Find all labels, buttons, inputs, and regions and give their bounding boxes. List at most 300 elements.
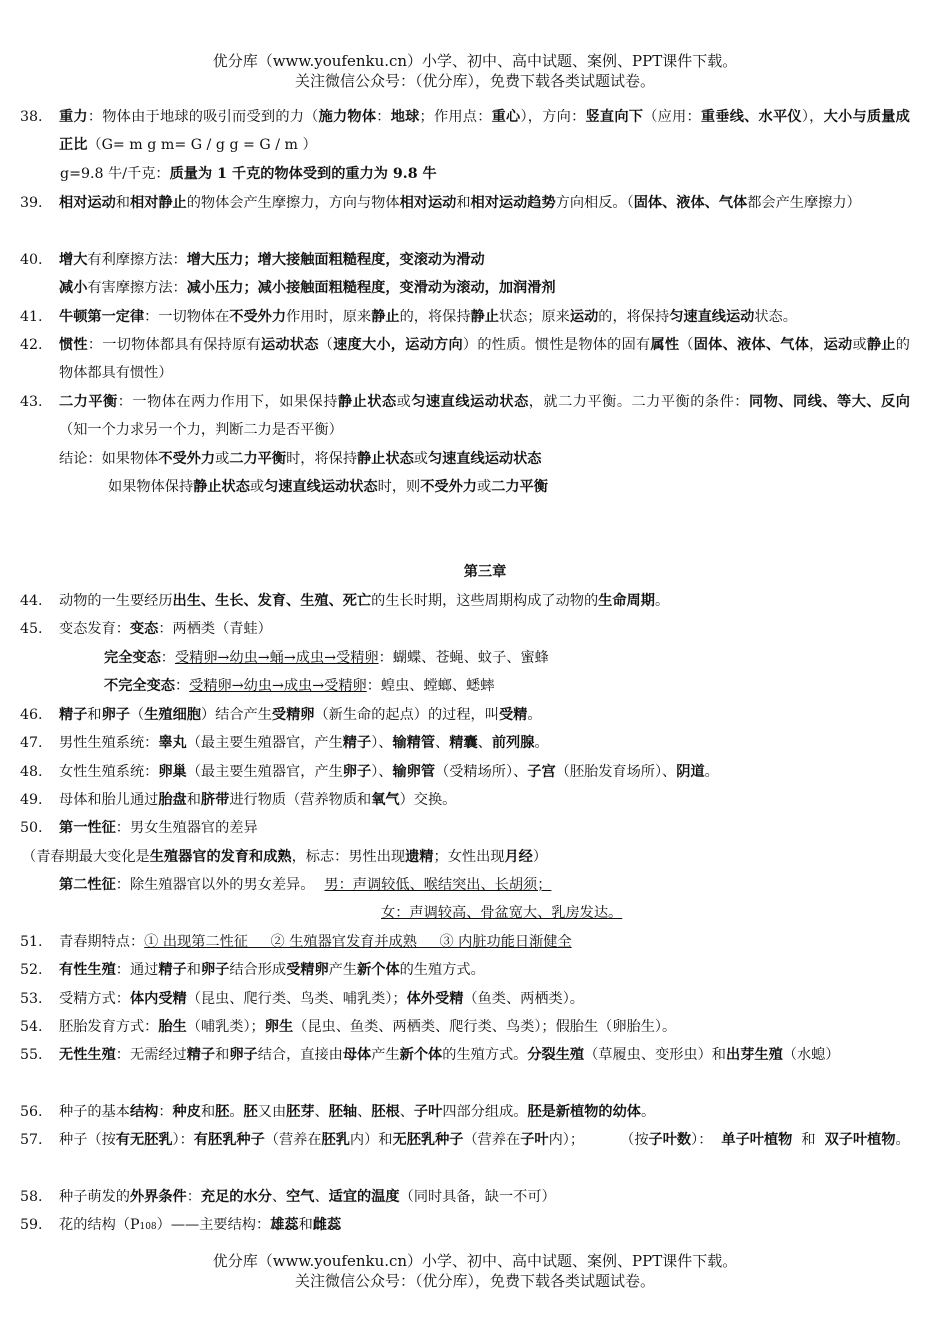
text-run: 胚根 — [371, 1104, 400, 1120]
text-run: 、 — [435, 735, 450, 751]
text-run: 精子 — [59, 707, 88, 723]
text-run: 种皮 — [172, 1104, 201, 1120]
text-run: 不完全变态 — [104, 678, 175, 694]
text-run: 受精 — [498, 707, 528, 723]
text-run: 重垂线、水平仪 — [700, 109, 802, 125]
item-57 — [20, 1126, 910, 1154]
text-run: 结合形成 — [229, 962, 287, 978]
text-run: 重心 — [491, 109, 521, 125]
item-number: 47. — [20, 735, 43, 751]
text-run: （最主要生殖器官，产生 — [186, 764, 343, 780]
item-39 — [20, 189, 910, 217]
item-51 — [20, 928, 910, 956]
item-text — [59, 758, 910, 786]
text-run: 相对静止 — [129, 195, 187, 211]
text-run: 精子 — [158, 962, 187, 978]
item-text — [59, 729, 910, 757]
text-run: 惯性 — [59, 337, 88, 353]
item-46 — [20, 701, 910, 729]
text-run: 男性生殖系统： — [59, 735, 159, 751]
text-run: 、 — [271, 1189, 287, 1205]
text-run: 变态发育： — [59, 621, 130, 637]
text-run: 增大 — [59, 252, 88, 268]
text-run: ：一切物体都具有保持原有 — [87, 337, 261, 353]
text-run: 卵巢 — [158, 764, 187, 780]
item-42 — [20, 331, 910, 387]
item-number: 44. — [20, 593, 43, 609]
text-run: 和 — [456, 195, 471, 211]
item-47 — [20, 729, 910, 757]
text-run: ），方向： — [520, 109, 586, 125]
item-50 — [20, 814, 910, 842]
text-run: ：一物体在两力作用下，如果保持 — [117, 394, 338, 410]
footer-line-2: 关注微信公众号：（优分库），免费下载各类试题试卷。 — [294, 1272, 655, 1290]
text-run: 产生 — [328, 962, 358, 978]
text-run: 女性生殖系统： — [59, 764, 159, 780]
text-run: 静止 — [866, 337, 896, 353]
text-run: 胎生 — [158, 1019, 187, 1035]
text-run: ： — [186, 1189, 201, 1205]
item-49 — [20, 786, 910, 814]
text-run: 生殖器官的发育和成熟 — [149, 849, 292, 865]
text-run: ，就二力平衡。二力平衡的条件： — [528, 394, 749, 410]
text-run: 受精卵→幼虫→蛹→成虫→受精卵 — [174, 650, 379, 666]
text-run: 又由 — [257, 1104, 287, 1120]
text-run: 结合，直接由 — [257, 1047, 343, 1063]
text-run: ： — [174, 678, 190, 694]
text-run: 胎盘 — [158, 792, 187, 808]
item-40-line-2 — [59, 274, 556, 302]
text-run: 相对运动 — [399, 195, 457, 211]
item-number: 52. — [20, 962, 43, 978]
text-run: 双子叶植物 — [824, 1132, 896, 1148]
text-run: ：蝗虫、螳螂、蟋蟀 — [366, 678, 495, 694]
text-run: 大小与质量成正比 — [59, 109, 910, 153]
text-run: 108 — [139, 1222, 157, 1232]
text-run: 胚轴 — [328, 1104, 358, 1120]
page-header — [0, 51, 950, 91]
text-run: ：除生殖器官以外的男女差异。 — [115, 877, 315, 893]
text-run: 或 — [476, 479, 492, 495]
text-run: 或 — [215, 451, 230, 467]
text-run: 质量为 1 千克的物体受到的重力为 9.8 牛 — [169, 166, 437, 182]
text-run: 不受外力 — [158, 451, 216, 467]
text-run: ）——主要结构： — [156, 1217, 271, 1233]
item-number: 59. — [20, 1217, 43, 1233]
item-text — [59, 985, 910, 1013]
item-text — [59, 701, 910, 729]
text-run: 有胚乳种子 — [193, 1132, 265, 1148]
text-run: 输精管 — [392, 735, 436, 751]
text-run: （草履虫、变形虫）和 — [584, 1047, 726, 1063]
text-run: 雌蕊 — [312, 1217, 342, 1233]
text-run: （受精场所）、 — [435, 764, 528, 780]
text-run: 运动状态 — [260, 337, 319, 353]
item-text — [59, 103, 910, 159]
text-run: 胚 — [243, 1104, 258, 1120]
item-52 — [20, 956, 910, 984]
text-run: 出生、生长、发育、生殖、死亡 — [172, 593, 372, 609]
item-50-second-sex — [59, 871, 551, 899]
text-run: 属性 — [650, 337, 680, 353]
text-run: 种子（按 — [59, 1132, 116, 1148]
item-number: 55. — [20, 1047, 43, 1063]
text-run: 的生殖方式。 — [399, 962, 485, 978]
text-run: 静止状态 — [337, 394, 397, 410]
text-run: 作用时，原来 — [286, 309, 372, 325]
item-45 — [20, 615, 910, 643]
item-number: 46. — [20, 707, 43, 723]
item-text — [59, 1098, 910, 1126]
text-run: 二力平衡 — [59, 394, 118, 410]
text-run: 第二性征 — [59, 877, 116, 893]
text-run: （营养在 — [264, 1132, 322, 1148]
text-run: 同物、同线、等大、反向 — [748, 394, 910, 410]
text-run: （应用： — [643, 109, 701, 125]
item-59 — [20, 1211, 910, 1241]
text-run: 动物的一生要经历 — [59, 593, 173, 609]
text-run: 的物体都具有惯性） — [59, 337, 910, 381]
text-run: 子宫 — [527, 764, 556, 780]
text-run: （胚胎发育场所）、 — [555, 764, 677, 780]
text-run: 固体、液体、气体 — [693, 337, 810, 353]
text-run: 有利摩擦方法： — [87, 252, 187, 268]
text-run: 四部分组成。 — [442, 1104, 528, 1120]
text-run: ：物体由于地球的吸引而受到的力（ — [87, 109, 319, 125]
item-text — [59, 956, 910, 984]
text-run: 青春期特点： — [59, 934, 145, 950]
item-number: 45. — [20, 621, 43, 637]
header-line-2: 关注微信公众号：（优分库），免费下载各类试题试卷。 — [294, 72, 655, 90]
text-run: ： — [376, 109, 391, 125]
text-run: 或 — [396, 394, 412, 410]
text-run: 胚是新植物的幼体 — [527, 1104, 641, 1120]
item-number: 50. — [20, 820, 43, 836]
text-run: ：一切物体在 — [144, 309, 230, 325]
text-run: 变态 — [129, 621, 159, 637]
text-run: 的，将保持 — [399, 309, 471, 325]
text-run: （哺乳类）； — [186, 1019, 265, 1035]
text-run: 的物体会产生摩擦力，方向与物体 — [186, 195, 400, 211]
text-run: 匀速直线运动状态 — [427, 451, 542, 467]
text-run: 的生长时期，这些周期构成了动物的 — [371, 593, 599, 609]
text-run: 或 — [413, 451, 428, 467]
text-run: ：两栖类（青蛙） — [158, 621, 272, 637]
text-run: 静止 — [470, 309, 499, 325]
text-run: 卵子 — [200, 962, 230, 978]
item-54 — [20, 1013, 910, 1041]
text-run: （G= m g m= G / g g = G / m ） — [87, 137, 317, 153]
text-run: 和 — [186, 792, 201, 808]
item-text — [59, 1041, 910, 1069]
item-number: 54. — [20, 1019, 43, 1035]
item-40 — [20, 246, 910, 274]
text-run: 睾丸 — [158, 735, 187, 751]
item-text — [59, 303, 910, 331]
text-run: 减小 — [59, 280, 88, 296]
text-run: 牛顿第一定律 — [59, 309, 145, 325]
text-run: 。 — [527, 707, 542, 723]
text-run: 速度大小，运动方向 — [333, 337, 463, 353]
text-run: 月经 — [504, 849, 533, 865]
text-run: （青春期最大变化是 — [22, 849, 150, 865]
text-run: （营养在 — [463, 1132, 521, 1148]
text-run: 无性生殖 — [59, 1047, 116, 1063]
text-run: 子叶 — [413, 1104, 443, 1120]
text-run: ） — [532, 849, 548, 865]
text-run: （水螅） — [782, 1047, 840, 1063]
text-run: ；作用点： — [419, 109, 492, 125]
item-text — [59, 814, 910, 842]
text-run: 有无胚乳 — [115, 1132, 173, 1148]
item-56 — [20, 1098, 910, 1126]
text-run: 结构 — [129, 1104, 159, 1120]
text-run: 或 — [249, 479, 265, 495]
text-run: 母体 — [342, 1047, 372, 1063]
item-50-puberty-note — [22, 843, 547, 871]
text-run: 受精方式： — [59, 991, 130, 1007]
text-run: 结论：如果物体 — [59, 451, 159, 467]
text-run: 和 — [115, 195, 130, 211]
text-run: （昆虫、爬行类、鸟类、哺乳类）； — [186, 991, 407, 1007]
text-run: ）交换。 — [399, 792, 457, 808]
text-run: 男：声调较低、喉结突出、长胡须； — [324, 877, 552, 893]
text-run: 受精卵 — [271, 707, 315, 723]
text-run: 分裂生殖 — [527, 1047, 585, 1063]
item-text — [59, 587, 910, 615]
text-run: 卵子 — [342, 764, 372, 780]
text-run: 适宜的温度 — [328, 1189, 400, 1205]
item-text — [59, 928, 910, 956]
text-run: ）、 — [371, 735, 393, 751]
item-number: 58. — [20, 1189, 43, 1205]
text-run: 生殖细胞 — [144, 707, 201, 723]
item-53 — [20, 985, 910, 1013]
text-run: 和 — [186, 962, 201, 978]
text-run: 有性生殖 — [59, 962, 116, 978]
text-run: 施力物体 — [318, 109, 377, 125]
text-run: 和 — [792, 1132, 825, 1148]
item-number: 43. — [20, 394, 43, 410]
text-run: ： — [158, 1104, 173, 1120]
text-run: 竖直向下 — [585, 109, 644, 125]
text-run: 子叶数 — [648, 1132, 692, 1148]
text-run: 进行物质（营养物质和 — [229, 792, 372, 808]
item-55 — [20, 1041, 910, 1069]
text-run: ：男女生殖器官的差异 — [115, 820, 258, 836]
item-43 — [20, 388, 910, 444]
item-number: 41. — [20, 309, 43, 325]
item-text — [59, 388, 910, 444]
item-number: 38. — [20, 109, 43, 125]
text-run: 子叶 — [520, 1132, 549, 1148]
footer-line-1: 优分库（www.youfenku.cn）小学、初中、高中试题、案例、PPT课件下载。 — [212, 1252, 738, 1270]
text-run: 卵子 — [101, 707, 130, 723]
page-footer — [0, 1251, 950, 1291]
text-run: 二力平衡 — [229, 451, 287, 467]
text-run: ）结合产生 — [200, 707, 272, 723]
text-run: 受精卵 — [286, 962, 329, 978]
text-run: ）： — [691, 1132, 722, 1148]
text-run: 运动 — [569, 309, 599, 325]
text-run: 如果物体保持 — [108, 479, 194, 495]
text-run: 女：声调较高、骨盆宽大、乳房发达。 — [381, 905, 623, 921]
text-run: ， — [809, 337, 824, 353]
item-text — [59, 189, 910, 217]
text-run: （同时具备，缺一不可） — [399, 1189, 556, 1205]
item-number: 53. — [20, 991, 43, 1007]
item-41 — [20, 303, 910, 331]
item-text — [59, 1211, 910, 1241]
text-run: 、 — [477, 735, 492, 751]
text-run: 受精卵→幼虫→成虫→受精卵 — [189, 678, 367, 694]
item-58 — [20, 1183, 910, 1211]
text-run: 。 — [704, 764, 719, 780]
text-run: 和 — [200, 1104, 216, 1120]
text-run: （ — [129, 707, 145, 723]
text-run: 静止 — [371, 309, 400, 325]
text-run: 重力 — [59, 109, 88, 125]
text-run: 卵生 — [264, 1019, 294, 1035]
item-text — [59, 615, 910, 643]
text-run: 固体、液体、气体 — [633, 195, 748, 211]
text-run: 有害摩擦方法： — [87, 280, 187, 296]
text-run: 和 — [215, 1047, 230, 1063]
text-run: ：通过 — [115, 962, 159, 978]
text-run: （知一个力求另一个力，判断二力是否平衡） — [59, 422, 343, 438]
item-38-line-2 — [60, 160, 437, 188]
text-run: ）： — [172, 1132, 194, 1148]
item-text — [59, 246, 910, 274]
text-run: 内）； （按 — [548, 1132, 649, 1148]
item-number: 48. — [20, 764, 43, 780]
item-number: 42. — [20, 337, 43, 353]
text-run: （鱼类、两栖类）。 — [463, 991, 584, 1007]
item-number: 49. — [20, 792, 43, 808]
text-run: 胚胎发育方式： — [59, 1019, 159, 1035]
text-run: （新生命的起点）的过程，叫 — [314, 707, 499, 723]
item-50-female — [381, 899, 622, 927]
header-line-1: 优分库（www.youfenku.cn）小学、初中、高中试题、案例、PPT课件下载。 — [212, 52, 738, 70]
text-run: 新个体 — [357, 962, 400, 978]
text-run: 空气 — [286, 1189, 315, 1205]
text-run: 体外受精 — [406, 991, 464, 1007]
item-number: 56. — [20, 1104, 43, 1120]
text-run: 静止状态 — [357, 451, 414, 467]
text-run: 新个体 — [399, 1047, 443, 1063]
text-run: 内）和 — [349, 1132, 393, 1148]
text-run: ）、 — [371, 764, 393, 780]
text-run: 运动 — [823, 337, 853, 353]
text-run: 时，将保持 — [286, 451, 358, 467]
text-run: 、 — [357, 1104, 372, 1120]
text-run: 匀速直线运动 — [669, 309, 755, 325]
text-run: 增大压力；增大接触面粗糙程度，变滚动为滑动 — [186, 252, 485, 268]
text-run: 相对运动 — [59, 195, 116, 211]
item-45-complete — [104, 644, 549, 672]
item-48 — [20, 758, 910, 786]
item-text — [59, 1013, 910, 1041]
text-run: g=9.8 牛/千克： — [60, 166, 170, 182]
text-run: ，标志：男性出现 — [291, 849, 406, 865]
text-run: 种子的基本 — [59, 1104, 130, 1120]
text-run: 产生 — [371, 1047, 400, 1063]
text-run: 地球 — [390, 109, 420, 125]
text-run: 氧气 — [371, 792, 400, 808]
text-run: 和 — [87, 707, 102, 723]
text-run: 生命周期 — [598, 593, 655, 609]
text-run: ）， — [801, 109, 824, 125]
item-43-conclusion-1 — [59, 445, 542, 473]
text-run: （最主要生殖器官，产生 — [186, 735, 343, 751]
text-run: 方向相反。（ — [555, 195, 634, 211]
item-45-incomplete — [104, 672, 494, 700]
item-text — [59, 1126, 910, 1154]
item-43-conclusion-2 — [108, 473, 548, 501]
text-run: 减小压力；减小接触面粗糙程度，变滑动为滚动，加润滑剂 — [186, 280, 556, 296]
item-number: 51. — [20, 934, 43, 950]
text-run: ；女性出现 — [433, 849, 505, 865]
text-run: ：蝴蝶、苍蝇、蚊子、蜜蜂 — [378, 650, 549, 666]
text-run: 匀速直线运动状态 — [411, 394, 529, 410]
text-run: 不受外力 — [229, 309, 287, 325]
item-number: 40. — [20, 252, 43, 268]
text-run: 时，则 — [377, 479, 421, 495]
text-run: 输卵管 — [392, 764, 436, 780]
item-44 — [20, 587, 910, 615]
chapter-title: 第三章 — [463, 564, 507, 580]
text-run: 的，将保持 — [598, 309, 670, 325]
text-run: 匀速直线运动状态 — [264, 479, 378, 495]
text-run: 状态；原来 — [498, 309, 570, 325]
text-run: 状态。 — [754, 309, 797, 325]
text-run: 出芽生殖 — [726, 1047, 783, 1063]
text-run: 或 — [852, 337, 867, 353]
text-run: ：无需经过 — [115, 1047, 187, 1063]
text-run: 花的结构（P — [59, 1217, 140, 1233]
text-run: 母体和胎儿通过 — [59, 792, 159, 808]
text-run: 、 — [314, 1189, 329, 1205]
item-text — [59, 331, 910, 387]
text-run: ① 出现第二性征 ② 生殖器官发育并成熟 ③ 内脏功能日渐健全 — [144, 934, 572, 950]
text-run: 静止状态 — [193, 479, 250, 495]
text-run: 雄蕊 — [270, 1217, 299, 1233]
text-run: ）的性质。惯性是物体的固有 — [462, 337, 651, 353]
item-number: 39. — [20, 195, 43, 211]
text-run: （昆虫、鱼类、两栖类、爬行类、鸟类）；假胎生（卵胎生）。 — [293, 1019, 677, 1035]
item-number: 57. — [20, 1132, 43, 1148]
text-run: ： — [160, 650, 175, 666]
text-run: 。 — [534, 735, 549, 751]
text-run: 遗精 — [405, 849, 434, 865]
text-run: 卵子 — [229, 1047, 258, 1063]
text-run: 种子萌发的 — [59, 1189, 130, 1205]
text-run: 阴道 — [676, 764, 705, 780]
text-run: 的生殖方式。 — [442, 1047, 528, 1063]
item-38 — [20, 103, 910, 159]
text-run: （ — [679, 337, 694, 353]
text-run: 。 — [229, 1104, 244, 1120]
text-run: 脐带 — [200, 792, 230, 808]
text-run: 体内受精 — [129, 991, 187, 1007]
text-run: 、 — [399, 1104, 414, 1120]
text-run: 都会产生摩擦力） — [747, 195, 861, 211]
text-run: 充足的水分 — [200, 1189, 272, 1205]
text-run: 前列腺 — [491, 735, 535, 751]
text-run: 完全变态 — [104, 650, 161, 666]
text-run: 不受外力 — [420, 479, 477, 495]
text-run: 。 — [654, 593, 670, 609]
